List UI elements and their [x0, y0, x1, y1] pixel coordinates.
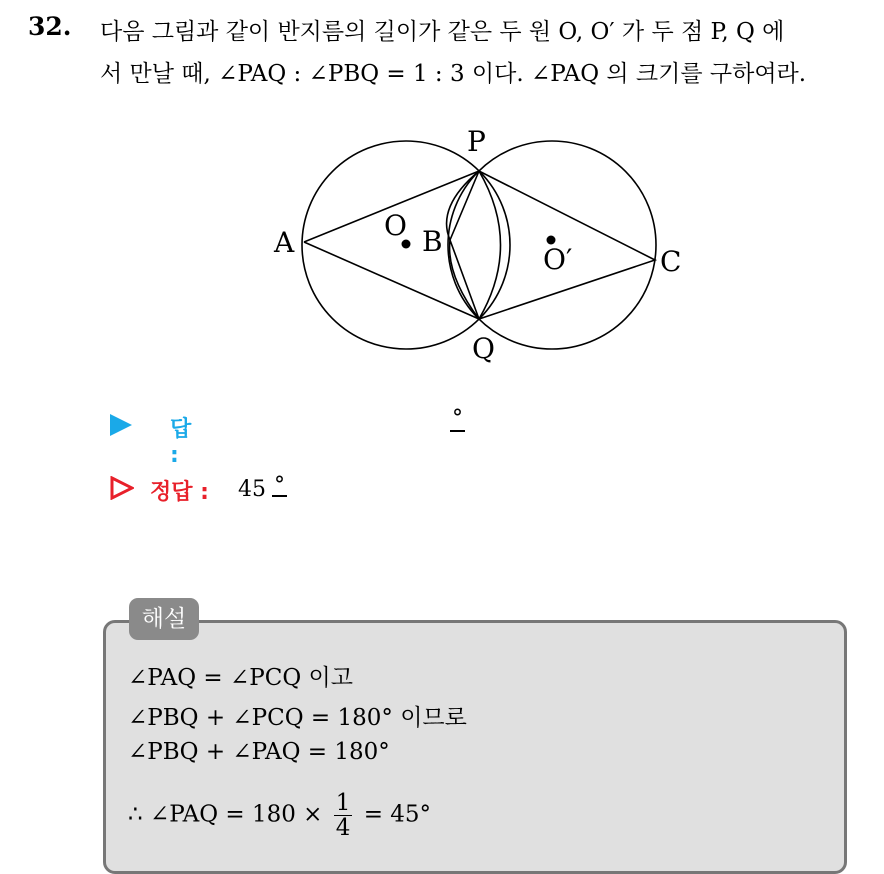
label-o-prime: O′	[543, 243, 573, 276]
correct-answer-label: 정답 :	[150, 480, 209, 505]
question-text-line2: 서 만날 때, ∠PAQ : ∠PBQ = 1 : 3 이다. ∠PAQ 의 크기를 구하여라.	[100, 61, 807, 87]
explanation-line2: ∠PBQ + ∠PCQ = 180° 이므로	[128, 705, 467, 731]
fraction-one-quarter: $\frac{1}{4}$	[335, 790, 351, 841]
explanation-line4: ∴ ∠PAQ = 180 × $\frac{1}{4}$ = 45°	[128, 790, 432, 841]
outline-arrow-icon	[110, 476, 134, 500]
explanation-box	[103, 620, 847, 874]
label-q: Q	[472, 332, 495, 365]
answer-label: 답 :	[170, 417, 192, 468]
answer-blank[interactable]: °	[452, 406, 463, 431]
explanation-line1: ∠PAQ = ∠PCQ 이고	[128, 665, 353, 691]
answer-row	[110, 406, 463, 468]
label-a: A	[274, 226, 295, 259]
label-o: O	[384, 209, 407, 242]
arc-pbq-right	[479, 171, 501, 319]
chord-apcq	[304, 171, 655, 319]
label-c: C	[660, 245, 682, 278]
label-p: P	[467, 125, 486, 158]
geometry-figure	[260, 115, 720, 375]
play-arrow-icon	[110, 414, 132, 436]
explanation-tab: 해설	[129, 598, 199, 640]
question-number: 32.	[28, 12, 72, 41]
explanation-line3: ∠PBQ + ∠PAQ = 180°	[128, 739, 390, 765]
label-b: B	[422, 225, 443, 258]
question-text-line1: 다음 그림과 같이 반지름의 길이가 같은 두 원 O, O′ 가 두 점 P, Q 에	[100, 19, 785, 45]
correct-answer-unit: °	[274, 473, 285, 498]
correct-answer-value: 45 °	[238, 473, 285, 502]
correct-answer-row	[110, 473, 285, 505]
